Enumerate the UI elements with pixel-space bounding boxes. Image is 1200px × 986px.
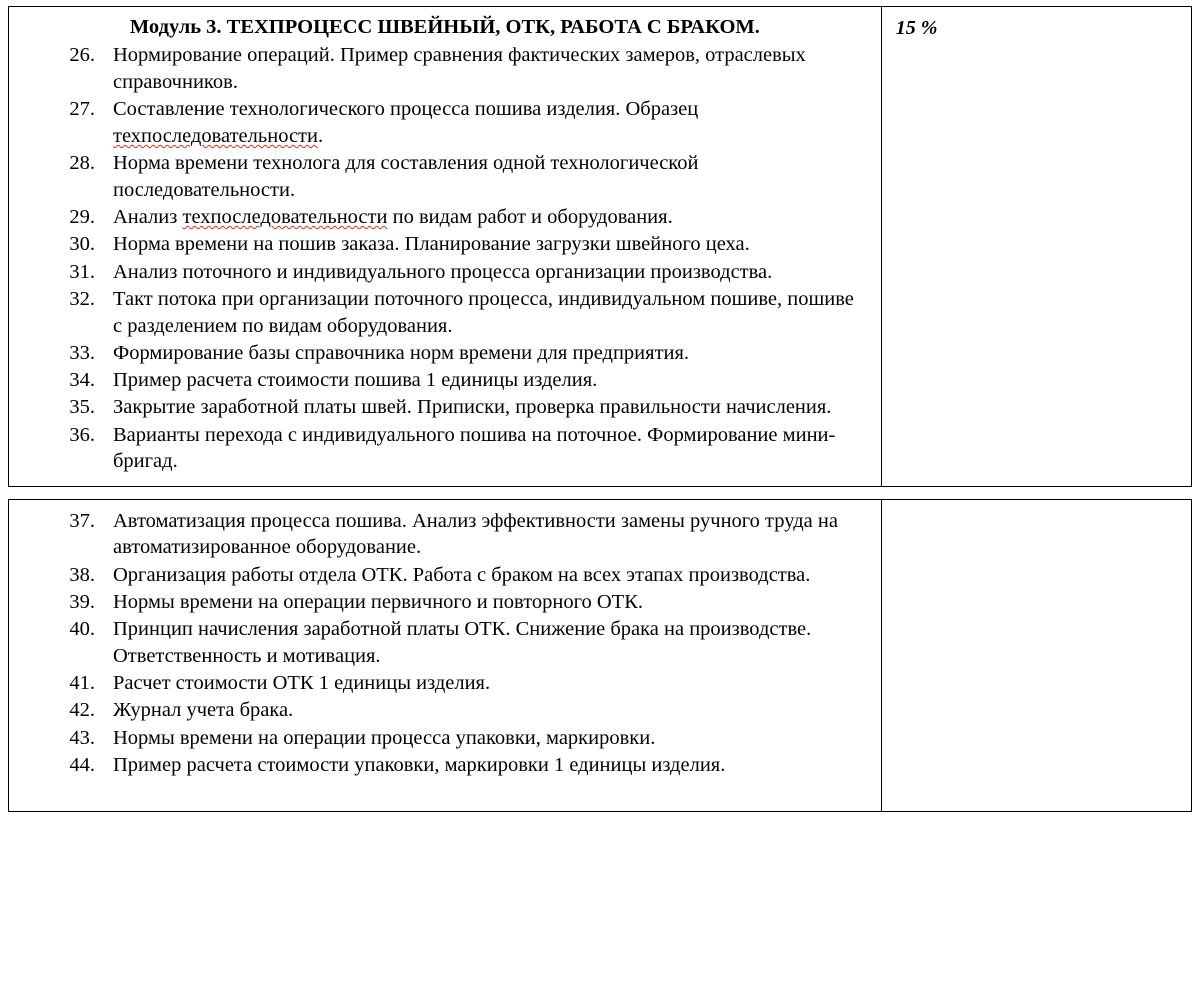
list-item — [9, 340, 867, 367]
list-item-number: 30. — [69, 233, 95, 256]
spellcheck-mark: техпоследовательности — [182, 206, 388, 228]
module-percent-cell — [881, 7, 1191, 487]
list-item-number: 27. — [69, 98, 95, 120]
module-3-item-list — [9, 42, 881, 486]
list-item-text: Пример расчета стоимости пошива 1 единицы изделия. — [113, 369, 598, 391]
list-item-text: Журнал учета брака. — [113, 699, 294, 722]
module-continued-content-cell — [9, 499, 882, 812]
module-continued-percent-cell — [881, 499, 1191, 812]
list-item-text: Пример расчета стоимости упаковки, маркировки 1 единицы изделия. — [113, 753, 726, 776]
list-item-text: Анализ поточного и индивидуального процесса организации производства. — [113, 260, 773, 283]
list-item — [9, 259, 867, 286]
list-item-number: 40. — [69, 618, 95, 640]
list-item — [9, 752, 867, 779]
list-item-text: Формирование базы справочника норм времени для предприятия. — [113, 341, 690, 364]
list-item-text: Составление технологического процесса пошива изделия. Образец техпоследовательности. — [113, 98, 699, 147]
table-row — [9, 7, 1192, 487]
list-item — [9, 616, 867, 670]
list-item-number: 42. — [69, 699, 95, 722]
list-item — [9, 286, 867, 340]
spellcheck-mark: техпоследовательности — [113, 124, 318, 147]
list-item-text: Нормы времени на операции процесса упаковки, маркировки. — [113, 726, 656, 749]
list-item-number: 43. — [69, 726, 95, 749]
list-item-number: 44. — [69, 753, 95, 776]
list-item-number: 35. — [69, 396, 95, 419]
cell-bottom-spacer — [9, 789, 881, 811]
list-item-text: Варианты перехода с индивидуального пошива на поточное. Формирование мини-бригад. — [113, 423, 836, 473]
list-item-number: 31. — [69, 260, 95, 283]
list-item — [9, 231, 867, 258]
module-continued-percent — [882, 500, 1191, 510]
module-title: Модуль 3. ТЕХПРОЦЕСС ШВЕЙНЫЙ, ОТК, РАБОТА С БРАКОМ. — [129, 16, 760, 38]
list-item-text: Такт потока при организации поточного процесса, индивидуальном пошиве, пошиве с разделением по видам оборудования. — [113, 287, 854, 337]
list-item-number: 36. — [69, 423, 95, 446]
list-item-text: Норма времени технолога для составления одной технологической последовательности. — [113, 152, 699, 201]
list-item — [9, 42, 867, 96]
list-item — [9, 204, 867, 231]
list-item-number: 39. — [69, 590, 95, 613]
list-item — [9, 508, 867, 562]
list-item-text: Расчет стоимости ОТК 1 единицы изделия. — [113, 672, 491, 694]
list-item — [9, 394, 867, 421]
list-item — [9, 562, 867, 589]
module-3-continued-item-list — [9, 500, 881, 790]
list-item — [9, 150, 867, 204]
list-item-text: Закрытие заработной платы швей. Приписки, проверка правильности начисления. — [113, 396, 832, 419]
list-item-number: 33. — [69, 341, 95, 364]
list-item-text: Норма времени на пошив заказа. Планирование загрузки швейного цеха. — [113, 233, 750, 256]
module-content-cell — [9, 7, 882, 487]
list-item-number: 38. — [69, 563, 95, 586]
list-item — [9, 367, 867, 394]
list-item — [9, 96, 867, 150]
table-separator — [8, 487, 1192, 499]
list-item-text: Анализ техпоследовательности по видам работ и оборудования. — [113, 206, 673, 228]
module-percent: 15 % — [895, 17, 938, 39]
list-item — [9, 697, 867, 724]
list-item-text: Организация работы отдела ОТК. Работа с браком на всех этапах производства. — [113, 563, 811, 586]
list-item — [9, 422, 867, 476]
list-item-number: 37. — [69, 509, 95, 532]
list-item-text: Нормы времени на операции первичного и повторного ОТК. — [113, 590, 643, 613]
list-item-number: 32. — [69, 287, 95, 310]
list-item-number: 34. — [69, 369, 95, 391]
list-item-number: 41. — [69, 672, 95, 694]
list-item-number: 26. — [69, 44, 95, 66]
module-3-continued-table — [8, 499, 1192, 813]
list-item-number: 29. — [69, 206, 95, 228]
list-item-number: 28. — [69, 152, 95, 174]
module-3-table — [8, 6, 1192, 487]
list-item — [9, 670, 867, 697]
list-item-text: Принцип начисления заработной платы ОТК. Снижение брака на производстве. Ответственность и мотивация. — [113, 618, 812, 667]
list-item — [9, 725, 867, 752]
list-item — [9, 589, 867, 616]
table-row — [9, 499, 1192, 812]
list-item-text: Автоматизация процесса пошива. Анализ эффективности замены ручного труда на автоматизированное оборудование. — [113, 509, 838, 559]
list-item-text: Нормирование операций. Пример сравнения фактических замеров, отраслевых справочников. — [113, 44, 806, 93]
